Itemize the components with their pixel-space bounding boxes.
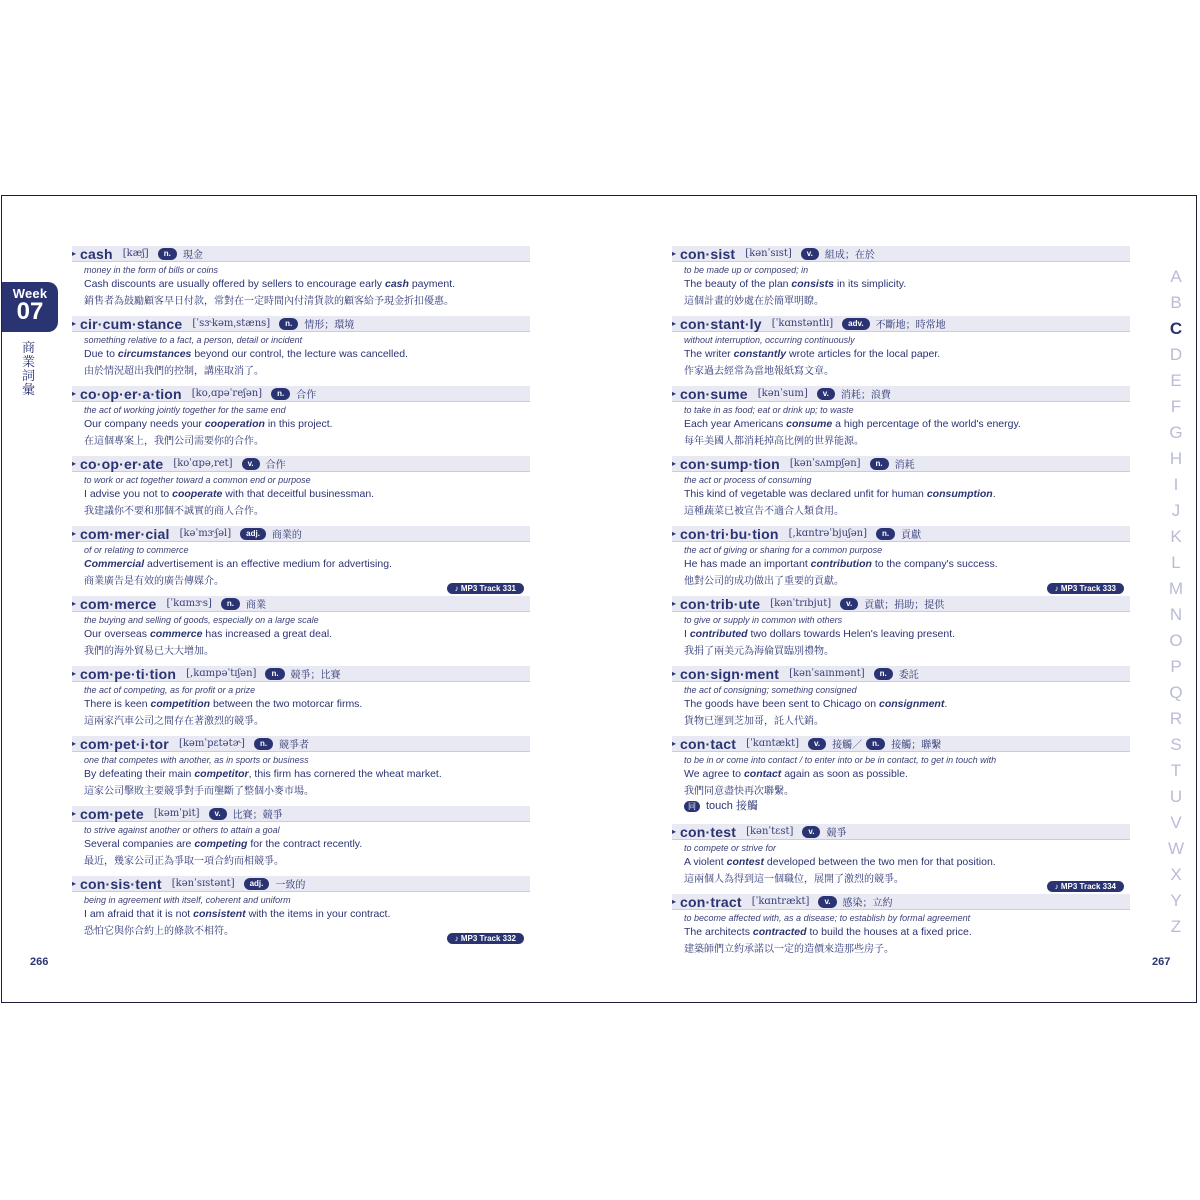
example-translation: 這家公司擊敗主要競爭對手而壟斷了整個小麥市場。	[84, 786, 314, 797]
example-sentence: We agree to contact again as soon as possible.	[684, 768, 908, 780]
bullet-icon: ▸	[672, 319, 677, 328]
mp3-track-badge: ♪ MP3 Track 334	[1047, 881, 1124, 892]
alphabet-letter-d: D	[1169, 345, 1183, 364]
vocab-entry	[72, 526, 530, 596]
phonetic: [ˈkɑnstəntlɪ]	[771, 318, 834, 329]
chinese-meaning: 現金	[182, 250, 203, 261]
definition: the act or process of consuming	[684, 475, 812, 485]
vocab-entry	[72, 876, 530, 946]
page-number-left: 266	[30, 956, 49, 968]
bullet-icon: ▸	[672, 599, 677, 608]
example-keyword: contributed	[689, 628, 748, 640]
vocab-entry	[72, 806, 530, 876]
part-of-speech-badge: v.	[840, 598, 858, 610]
example-translation: 在這個專案上，我們公司需要你的合作。	[84, 436, 264, 447]
section-title: 商業詞彙	[22, 341, 36, 398]
bullet-icon: ▸	[672, 529, 677, 538]
entry-headword-bar	[72, 596, 530, 612]
part-of-speech-badge: v.	[209, 808, 227, 820]
entry-headword-bar	[72, 736, 530, 752]
alphabet-letter-h: H	[1169, 449, 1183, 468]
part-of-speech-badge: adv.	[842, 318, 869, 330]
part-of-speech-badge: n.	[866, 738, 885, 750]
alphabet-letter-b: B	[1170, 293, 1182, 312]
example-keyword: competitor	[194, 768, 249, 780]
part-of-speech-badge: n.	[254, 738, 273, 750]
entry-headword-bar	[672, 824, 1130, 840]
week-label: Week	[12, 286, 48, 301]
alphabet-letter-u: U	[1169, 787, 1183, 806]
phonetic: [kənˈsaɪnmənt]	[789, 668, 865, 679]
vocab-entry	[672, 736, 1130, 824]
definition: to work or act together toward a common end or purpose	[84, 475, 311, 485]
phonetic: [kəmˈpɛtətɚ]	[178, 738, 245, 749]
alphabet-letter-g: G	[1169, 423, 1183, 442]
part-of-speech-badge: adj.	[244, 878, 270, 890]
vocab-entry	[72, 596, 530, 666]
example-keyword: contest	[726, 856, 764, 868]
right-page-entries	[672, 246, 1130, 964]
headword: co·op·er·a·tion	[80, 385, 182, 402]
alphabet-letter-n: N	[1169, 605, 1183, 624]
headword: con·stant·ly	[680, 315, 762, 332]
alphabet-index	[1166, 264, 1186, 940]
example-translation: 由於情況超出我們的控制，講座取消了。	[84, 366, 264, 377]
chinese-meaning: 競爭者	[279, 740, 310, 751]
definition: to strive against another or others to attain a goal	[84, 825, 280, 835]
part-of-speech-badge: v.	[817, 388, 835, 400]
example-translation: 這種蔬菜已被宣告不適合人類食用。	[684, 506, 844, 517]
bullet-icon: ▸	[72, 669, 77, 678]
bullet-icon: ▸	[72, 319, 77, 328]
headword: con·sump·tion	[680, 455, 780, 472]
example-sentence: By defeating their main competitor, this firm has cornered the wheat market.	[84, 768, 442, 780]
bullet-icon: ▸	[672, 459, 677, 468]
example-translation: 我們同意盡快再次聯繫。	[684, 786, 794, 797]
entry-headword-bar	[72, 666, 530, 682]
alphabet-letter-q: Q	[1169, 683, 1183, 702]
chinese-meaning: 組成；在於	[824, 250, 875, 261]
example-sentence: This kind of vegetable was declared unfit for human consumption.	[684, 488, 996, 500]
phonetic: [ˈkɑntækt]	[746, 738, 800, 749]
example-keyword: contact	[743, 768, 782, 780]
headword: co·op·er·ate	[80, 455, 164, 472]
alphabet-letter-p: P	[1170, 657, 1182, 676]
definition: being in agreement with itself, coherent and uniform	[84, 895, 291, 905]
bullet-icon: ▸	[72, 249, 77, 258]
entry-headword-bar	[72, 806, 530, 822]
example-translation: 每年美國人都消耗掉高比例的世界能源。	[684, 436, 864, 447]
example-translation: 貨物已運到芝加哥，託人代銷。	[684, 716, 824, 727]
definition: money in the form of bills or coins	[84, 265, 219, 275]
mp3-track-badge: ♪ MP3 Track 331	[447, 583, 524, 594]
entry-headword-bar	[72, 456, 530, 472]
definition: to give or supply in common with others	[684, 615, 843, 625]
chinese-meaning: 競爭	[826, 828, 847, 839]
entry-headword-bar	[672, 894, 1130, 910]
alphabet-letter-l: L	[1171, 553, 1181, 572]
vocab-entry	[672, 246, 1130, 316]
example-sentence: There is keen competition between the two motorcar firms.	[84, 698, 363, 710]
phonetic: [ˈkɑmɝs]	[166, 598, 212, 609]
example-translation: 他對公司的成功做出了重要的貢獻。	[684, 576, 844, 587]
vocab-entry	[672, 316, 1130, 386]
phonetic: [kənˈtɛst]	[746, 826, 794, 837]
entry-headword-bar	[72, 876, 530, 892]
bullet-icon: ▸	[672, 389, 677, 398]
vocab-entry	[672, 526, 1130, 596]
definition: of or relating to commerce	[84, 545, 189, 555]
bullet-icon: ▸	[72, 739, 77, 748]
chinese-meaning: 一致的	[275, 880, 306, 891]
vocab-entry	[672, 456, 1130, 526]
alphabet-letter-w: W	[1167, 839, 1185, 858]
definition: the act of giving or sharing for a common purpose	[684, 545, 883, 555]
bullet-icon: ▸	[672, 827, 677, 836]
alphabet-letter-k: K	[1170, 527, 1182, 546]
example-sentence: A violent contest developed between the two men for that position.	[684, 856, 996, 868]
alphabet-letter-t: T	[1170, 761, 1182, 780]
phonetic: [kəˈmɝʃəl]	[179, 528, 232, 539]
example-translation: 這兩個人為得到這一個職位，展開了激烈的競爭。	[684, 874, 904, 885]
headword: con·sign·ment	[680, 665, 780, 682]
example-keyword: consistent	[193, 908, 246, 920]
bullet-icon: ▸	[72, 529, 77, 538]
part-of-speech-badge: adj.	[240, 528, 266, 540]
page-number-right: 267	[1152, 956, 1171, 968]
entry-headword-bar	[672, 386, 1130, 402]
entry-headword-bar	[672, 246, 1130, 262]
part-of-speech-badge: n.	[279, 318, 298, 330]
headword: con·tact	[680, 735, 737, 752]
example-keyword: contribution	[810, 558, 872, 570]
example-translation: 建築師們立約承諾以一定的造價來造那些房子。	[684, 944, 894, 955]
chinese-meaning: 貢獻；捐助；提供	[864, 600, 945, 611]
bullet-icon: ▸	[72, 459, 77, 468]
alphabet-letter-o: O	[1169, 631, 1183, 650]
vocab-entry	[672, 666, 1130, 736]
vocab-entry	[672, 386, 1130, 456]
example-keyword: cash	[384, 278, 409, 290]
example-keyword: competing	[194, 838, 248, 850]
part-of-speech-badge: n.	[221, 598, 240, 610]
entry-headword-bar	[672, 456, 1130, 472]
example-sentence: Our overseas commerce has increased a great deal.	[84, 628, 333, 640]
definition: to be in or come into contact / to enter into or be in contact, to get in touch with	[684, 755, 997, 765]
synonym-text: touch 接觸	[706, 800, 758, 812]
headword: con·sume	[680, 385, 748, 402]
chinese-meaning: 競爭；比賽	[290, 670, 341, 681]
chinese-meaning: 商業的	[271, 530, 302, 541]
headword: com·pete	[80, 805, 144, 822]
phonetic: [,kɑntrəˈbjuʃən]	[788, 528, 868, 539]
example-sentence: Our company needs your cooperation in this project.	[84, 418, 333, 430]
alphabet-letter-r: R	[1169, 709, 1183, 728]
example-sentence: I contributed two dollars towards Helen's leaving present.	[684, 628, 956, 640]
headword: com·mer·cial	[80, 525, 170, 542]
left-page-entries	[72, 246, 530, 946]
chinese-meaning: 不斷地；時常地	[875, 320, 946, 331]
example-sentence: Each year Americans consume a high percentage of the world's energy.	[684, 418, 1021, 430]
example-sentence: I advise you not to cooperate with that deceitful businessman.	[84, 488, 375, 500]
bullet-icon: ▸	[672, 739, 677, 748]
definition: to compete or strive for	[684, 843, 777, 853]
part-of-speech-badge: v.	[808, 738, 826, 750]
definition: the act of consigning; something consigned	[684, 685, 857, 695]
headword: con·sist	[680, 245, 736, 262]
entry-headword-bar	[72, 316, 530, 332]
example-keyword: commerce	[149, 628, 203, 640]
example-translation: 恐怕它與你合約上的條款不相符。	[84, 926, 234, 937]
definition: the buying and selling of goods, especially on a large scale	[84, 615, 319, 625]
headword: con·sis·tent	[80, 875, 162, 892]
example-sentence: The goods have been sent to Chicago on consignment.	[684, 698, 948, 710]
definition: the act of working jointly together for the same end	[84, 405, 286, 415]
bullet-icon: ▸	[72, 389, 77, 398]
phonetic: [ˈkɑntrækt]	[751, 896, 810, 907]
book-spread	[1, 195, 1197, 1003]
vocab-entry	[72, 666, 530, 736]
alphabet-letter-f: F	[1170, 397, 1182, 416]
vocab-entry	[672, 894, 1130, 964]
vocab-entry	[672, 824, 1130, 894]
headword: com·pet·i·tor	[80, 735, 169, 752]
part-of-speech-badge: v.	[242, 458, 260, 470]
entry-headword-bar	[72, 526, 530, 542]
example-keyword: Commercial	[84, 558, 145, 570]
part-of-speech-badge: n.	[874, 668, 893, 680]
headword: com·merce	[80, 595, 157, 612]
bullet-icon: ▸	[672, 897, 677, 906]
vocab-entry	[672, 596, 1130, 666]
example-keyword: competition	[150, 698, 211, 710]
entry-headword-bar	[72, 246, 530, 262]
alphabet-letter-s: S	[1170, 735, 1182, 754]
headword: con·test	[680, 823, 737, 840]
example-translation: 這兩家汽車公司之間存在著激烈的競爭。	[84, 716, 264, 727]
headword: cir·cum·stance	[80, 315, 183, 332]
alphabet-letter-x: X	[1170, 865, 1182, 884]
phonetic: [kənˈtrɪbjut]	[770, 598, 832, 609]
example-keyword: cooperate	[172, 488, 223, 500]
example-keyword: cooperation	[204, 418, 265, 430]
phonetic: [kənˈsum]	[757, 388, 808, 399]
example-sentence: He has made an important contribution to the company's success.	[684, 558, 998, 570]
headword: cash	[80, 245, 113, 262]
part-of-speech-badge: v.	[802, 826, 820, 838]
synonym-badge: 同	[684, 801, 700, 812]
part-of-speech-badge: n.	[876, 528, 895, 540]
chinese-meaning: 接觸；聯繫	[891, 740, 942, 751]
vocab-entry	[72, 456, 530, 526]
phonetic: [kəmˈpit]	[153, 808, 200, 819]
alphabet-letter-y: Y	[1170, 891, 1182, 910]
alphabet-letter-m: M	[1168, 579, 1184, 598]
example-translation: 商業廣告是有效的廣告傳媒介。	[84, 576, 224, 587]
chinese-meaning: 委託	[898, 670, 919, 681]
chinese-meaning: 消耗；浪費	[840, 390, 891, 401]
example-sentence: The beauty of the plan consists in its simplicity.	[684, 278, 907, 290]
headword: con·tract	[680, 893, 742, 910]
alphabet-letter-j: J	[1171, 501, 1181, 520]
vocab-entry	[72, 736, 530, 806]
entry-headword-bar	[672, 596, 1130, 612]
phonetic: [ko,ɑpəˈreʃən]	[191, 388, 263, 399]
example-translation: 最近，幾家公司正為爭取一項合約而相競爭。	[84, 856, 284, 867]
definition: the act of competing, as for profit or a prize	[84, 685, 256, 695]
part-of-speech-badge: n.	[158, 248, 177, 260]
example-translation: 這個計畫的妙處在於簡單明瞭。	[684, 296, 824, 307]
mp3-track-badge: ♪ MP3 Track 333	[1047, 583, 1124, 594]
bullet-icon: ▸	[72, 809, 77, 818]
definition: one that competes with another, as in sports or business	[84, 755, 309, 765]
chinese-meaning: 情形；環境	[304, 320, 355, 331]
example-sentence: Due to circumstances beyond our control, the lecture was cancelled.	[84, 348, 408, 360]
chinese-meaning: 接觸／	[832, 740, 863, 751]
vocab-entry	[72, 316, 530, 386]
phonetic: [kənˈsʌmpʃən]	[789, 458, 861, 469]
example-translation: 我們的海外貿易已大大增加。	[84, 646, 214, 657]
phonetic: [koˈɑpə,ret]	[173, 458, 233, 469]
part-of-speech-badge: n.	[870, 458, 889, 470]
chinese-meaning: 貢獻	[901, 530, 922, 541]
phonetic: [kæʃ]	[122, 248, 149, 259]
part-of-speech-badge: n.	[265, 668, 284, 680]
synonym	[684, 797, 1130, 813]
alphabet-letter-c: C	[1169, 319, 1183, 338]
headword: com·pe·ti·tion	[80, 665, 177, 682]
bullet-icon: ▸	[72, 879, 77, 888]
chinese-meaning: 消耗	[894, 460, 915, 471]
definition: to become affected with, as a disease; to establish by formal agreement	[684, 913, 971, 923]
definition: to be made up or composed; in	[684, 265, 809, 275]
entry-headword-bar	[72, 386, 530, 402]
bullet-icon: ▸	[72, 599, 77, 608]
week-tab	[2, 282, 58, 332]
example-keyword: consumption	[926, 488, 993, 500]
part-of-speech-badge: v.	[801, 248, 819, 260]
example-sentence: Cash discounts are usually offered by sellers to encourage early cash payment.	[84, 278, 456, 290]
entry-headword-bar	[672, 666, 1130, 682]
definition: without interruption, occurring continuously	[684, 335, 855, 345]
vocab-entry	[72, 246, 530, 316]
entry-headword-bar	[672, 736, 1130, 752]
alphabet-letter-a: A	[1170, 267, 1182, 286]
chinese-meaning: 合作	[296, 390, 317, 401]
bullet-icon: ▸	[672, 669, 677, 678]
example-sentence: Commercial advertisement is an effective medium for advertising.	[84, 558, 392, 570]
example-keyword: consume	[786, 418, 833, 430]
phonetic: [kənˈsɪst]	[745, 248, 792, 259]
example-translation: 我建議你不要和那個不誠實的商人合作。	[84, 506, 264, 517]
example-keyword: constantly	[733, 348, 787, 360]
week-number: 07	[16, 298, 44, 325]
chinese-meaning: 合作	[265, 460, 286, 471]
example-keyword: contracted	[752, 926, 807, 938]
example-sentence: The architects contracted to build the houses at a fixed price.	[684, 926, 972, 938]
example-sentence: The writer constantly wrote articles for the local paper.	[684, 348, 941, 360]
example-translation: 我捐了兩美元為海倫買臨別禮物。	[684, 646, 834, 657]
definition: something relative to a fact, a person, detail or incident	[84, 335, 303, 345]
phonetic: [ˈsɝkəmˌstæns]	[192, 318, 271, 329]
example-sentence: I am afraid that it is not consistent with the items in your contract.	[84, 908, 391, 920]
definition: to take in as food; eat or drink up; to waste	[684, 405, 854, 415]
example-translation: 銷售者為鼓勵顧客早日付款，常對在一定時間內付清貨款的顧客給予現金折扣優惠。	[84, 296, 454, 307]
bullet-icon: ▸	[672, 249, 677, 258]
phonetic: [kənˈsɪstənt]	[171, 878, 235, 889]
alphabet-letter-z: Z	[1170, 917, 1182, 936]
example-keyword: circumstances	[117, 348, 192, 360]
headword: con·tri·bu·tion	[680, 525, 779, 542]
alphabet-letter-v: V	[1170, 813, 1182, 832]
chinese-meaning: 比賽；競爭	[232, 810, 283, 821]
example-keyword: consists	[791, 278, 835, 290]
vocab-entry	[72, 386, 530, 456]
part-of-speech-badge: v.	[818, 896, 836, 908]
phonetic: [,kɑmpəˈtɪʃən]	[186, 668, 257, 679]
mp3-track-badge: ♪ MP3 Track 332	[447, 933, 524, 944]
example-sentence: Several companies are competing for the contract recently.	[84, 838, 363, 850]
example-keyword: consignment	[878, 698, 945, 710]
alphabet-letter-i: I	[1173, 475, 1179, 494]
alphabet-letter-e: E	[1170, 371, 1182, 390]
example-translation: 作家過去經常為當地報紙寫文章。	[684, 366, 834, 377]
entry-headword-bar	[672, 526, 1130, 542]
headword: con·trib·ute	[680, 595, 761, 612]
chinese-meaning: 商業	[246, 600, 266, 611]
entry-headword-bar	[672, 316, 1130, 332]
part-of-speech-badge: n.	[271, 388, 290, 400]
chinese-meaning: 感染；立約	[842, 898, 893, 909]
